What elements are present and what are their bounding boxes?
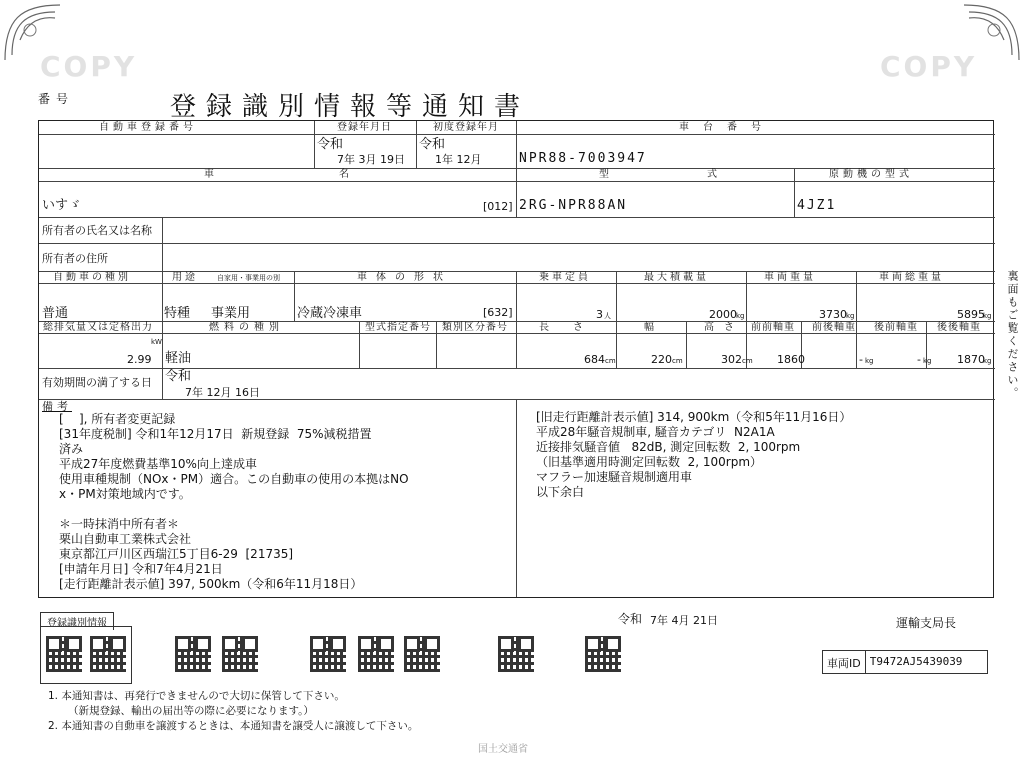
qr-code-5 [310, 636, 346, 672]
gross-label: 車両総重量 [879, 272, 944, 283]
engine-model: 4JZ1 [797, 198, 837, 213]
capacity-unit: 人 [604, 312, 611, 320]
weight-label: 車両重量 [764, 272, 816, 283]
first-reg-label: 初度登録年月 [433, 122, 499, 133]
rf-axle-value: - [917, 353, 921, 366]
vehicle-kind: 普通 [42, 306, 69, 321]
type-label-2: 式 [707, 169, 718, 180]
registration-table [38, 120, 994, 598]
width-unit: cm [672, 357, 683, 365]
rr-axle-value: 1870 [957, 353, 985, 366]
fuel-value: 軽油 [165, 351, 192, 366]
qr-code-9 [585, 636, 621, 672]
note-1b: （新規登録、輸出の届出等の際に必要になります。） [68, 705, 314, 717]
first-reg-date: 1年 12月 [435, 153, 482, 166]
reg-date: 7年 3月 19日 [337, 153, 405, 166]
expiry-date: 7年 12月 16日 [185, 386, 260, 399]
chassis-label: 車台番号 [679, 122, 775, 133]
fuel-label: 燃料の種別 [209, 322, 284, 333]
qr-code-8 [498, 636, 534, 672]
ministry-watermark: 国土交通省 [478, 744, 528, 755]
use-sub-label: 自家用・事業用の別 [217, 274, 280, 282]
vehicle-id-label: 車両ID [823, 651, 866, 673]
height-label: 高さ [704, 322, 744, 333]
capacity-label: 乗車定員 [539, 272, 591, 283]
model-spec-label: 型式指定番号 [365, 322, 431, 333]
issue-date: 7年 4月 21日 [650, 614, 718, 627]
width-label: 幅 [644, 322, 655, 333]
name-label-1: 車 [204, 169, 215, 180]
copy-watermark-right: COPY [880, 50, 978, 83]
max-load-label: 最大積載量 [644, 272, 709, 283]
fr-axle-label: 前後軸重 [812, 322, 856, 333]
ff-axle-label: 前前軸重 [751, 322, 795, 333]
number-label: 番号 [38, 92, 75, 106]
remarks-right: [旧走行距離計表示値] 314, 900km（令和5年11月16日） 平成28年騒音規制車, 騒音カテゴリ N2A1A 近接排気騒音値 82dB, 測定回転数 2, 100rpm （旧基準適用時測定回転数 2, 100rpm） マフラー加速騒音規制適用車 以下余白 [536, 410, 852, 499]
qr-code-7 [404, 636, 440, 672]
displacement-unit: kW [151, 338, 162, 346]
first-reg-era: 令和 [419, 137, 446, 152]
owner-name-label: 所有者の氏名又は名称 [42, 224, 152, 237]
length-label: 長さ [539, 322, 607, 333]
engine-label: 原動機の型式 [829, 169, 913, 180]
authority: 運輸支局長 [896, 616, 957, 630]
capacity-value: 3 [596, 308, 603, 321]
rf-axle-unit: kg [923, 357, 932, 365]
body-label: 車体の形状 [357, 272, 452, 283]
vehicle-use: 特種 [164, 306, 191, 321]
note-2: 2. 本通知書の自動車を譲渡するときは、本通知書を譲受人に譲渡して下さい。 [48, 720, 419, 732]
issue-era: 令和 [618, 612, 643, 626]
gross-value: 5895 [957, 308, 985, 321]
max-load-value: 2000 [709, 308, 737, 321]
expiry-label: 有効期間の満了する日 [42, 376, 152, 389]
kind-label: 自動車の種別 [53, 272, 131, 283]
type-code: [012] [483, 200, 513, 213]
length-unit: cm [605, 357, 616, 365]
rf-axle-label: 後前軸重 [874, 322, 918, 333]
vehicle-business: 事業用 [211, 306, 251, 321]
copy-watermark-left: COPY [40, 50, 138, 83]
height-unit: cm [742, 357, 753, 365]
height-value: 302 [721, 353, 742, 366]
ff-axle-value: 1860 [777, 353, 805, 366]
weight-unit: kg [846, 312, 855, 320]
name-label-2: 名 [339, 169, 350, 180]
qr-code-4 [222, 636, 258, 672]
rr-axle-unit: kg [983, 357, 992, 365]
gross-unit: kg [983, 312, 992, 320]
qr-code-1 [46, 636, 82, 672]
reg-era: 令和 [317, 137, 344, 152]
expiry-era: 令和 [165, 369, 192, 384]
qr-code-3 [175, 636, 211, 672]
body-code: [632] [483, 306, 513, 319]
vehicle-id: T9472AJ5439039 [869, 655, 963, 668]
qr-code-2 [90, 636, 126, 672]
qr-label: 登録識別情報 [40, 612, 114, 630]
note-1: 1. 本通知書は、再発行できませんので大切に保管して下さい。 [48, 690, 345, 702]
vehicle-id-box [822, 650, 988, 674]
model-code: 2RG-NPR88AN [519, 198, 628, 213]
chassis-number: NPR88-7003947 [519, 151, 647, 166]
maker-name: いすゞ [42, 198, 82, 213]
qr-code-6 [358, 636, 394, 672]
type-label-1: 型 [599, 169, 610, 180]
max-load-unit: kg [736, 312, 745, 320]
rr-axle-label: 後後軸重 [937, 322, 981, 333]
fr-axle-value: - [859, 353, 863, 366]
length-value: 684 [584, 353, 605, 366]
class-label: 類別区分番号 [442, 322, 508, 333]
side-note: 裏面もご覧ください。 [1006, 270, 1019, 400]
remarks-label: 備考 [42, 400, 72, 413]
displacement-value: 2.99 [127, 353, 152, 366]
width-value: 220 [651, 353, 672, 366]
weight-value: 3730 [819, 308, 847, 321]
reg-number-label: 自動車登録番号 [99, 122, 197, 133]
fr-axle-unit: kg [865, 357, 874, 365]
reg-date-label: 登録年月日 [337, 122, 392, 133]
owner-address-label: 所有者の住所 [42, 252, 108, 265]
vehicle-body: 冷蔵冷凍車 [297, 306, 363, 321]
document-title: 登録識別情報等通知書 [170, 92, 531, 122]
displacement-label: 総排気量又は定格出力 [43, 322, 153, 333]
remarks-left: [ ], 所有者変更記録 [31年度税制] 令和1年12月17日 新規登録 75%減税措置 済み 平成27年度燃費基準10%向上達成車 使用車種規制（NOx・PM）適合。この自動車の使用の本拠はNO x・PM対策地域内です。 ＊一時抹消中所有者＊ 栗山自動車工業株式会社 東京都江戸川区西瑞江5丁目6-29 [21735] [申請年月日] 令和7年4月21日 [走行距離計表示値] 397, 500km（令和6年11月18日） [59, 412, 409, 591]
use-label: 用途 [172, 272, 198, 283]
